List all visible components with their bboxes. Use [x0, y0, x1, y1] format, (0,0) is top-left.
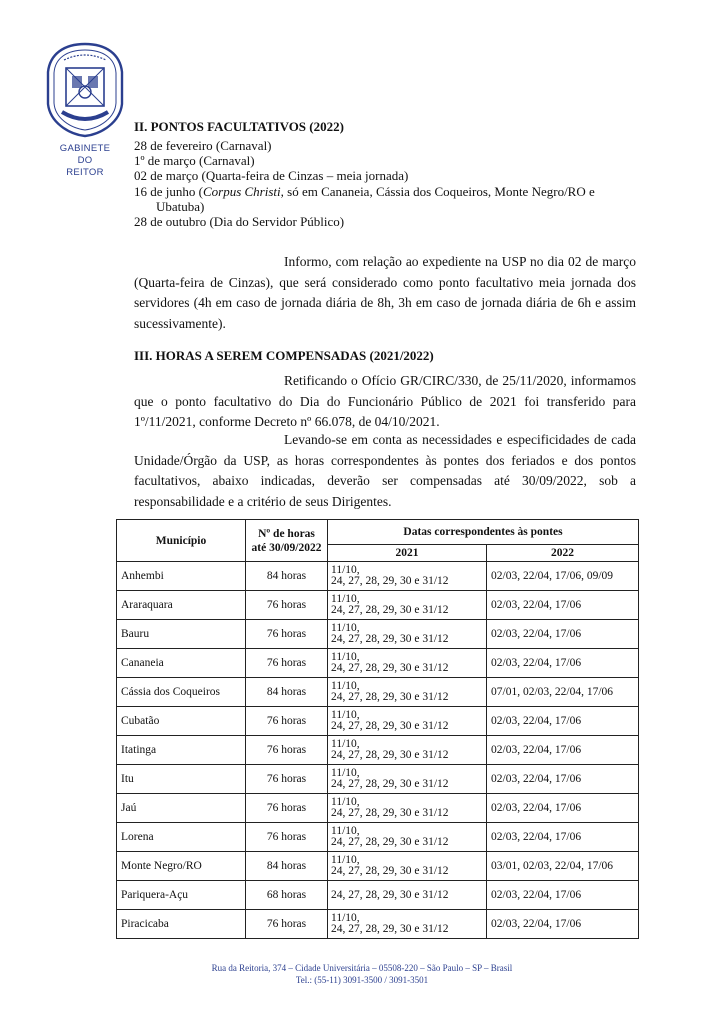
cell-2021-line-2: 24, 27, 28, 29, 30 e 31/12	[331, 662, 449, 674]
cell-2021	[328, 678, 487, 707]
cell-horas: 76 horas	[246, 823, 328, 852]
cell-horas: 76 horas	[246, 794, 328, 823]
section-3-paragraph-1: Retificando o Ofício GR/CIRC/330, de 25/11/2020, informamos que o ponto facultativo do Dia do Funcionário Público de 2021 foi transferido para 1º/11/2021, conforme Decreto nº 66.078, de 04/10/2021.	[134, 373, 636, 429]
header-horas-line-2: até 30/09/2022	[251, 541, 322, 554]
cell-2021	[328, 707, 487, 736]
university-seal-icon	[46, 42, 124, 138]
cell-municipio: Cananeia	[117, 649, 246, 678]
list-item: 1º de março (Carnaval)	[134, 153, 255, 169]
header-horas	[246, 520, 328, 562]
cell-2021-line-2: 24, 27, 28, 29, 30 e 31/12	[331, 807, 449, 819]
list-item-date: 16 de junho (	[134, 183, 203, 199]
cell-2021-line-1: 11/10,	[331, 593, 360, 605]
cell-municipio: Lorena	[117, 823, 246, 852]
section-3-paragraph-2: Levando-se em conta as necessidades e especificidades de cada Unidade/Órgão da USP, as horas correspondentes às pontes dos feriados e dos pontos facultativos, abaixo indicadas, deverão ser compensadas até 30/09/2022, sob a responsabilidade e a critério de seus Dirigentes.	[134, 432, 636, 509]
table-row	[117, 852, 639, 881]
cell-horas: 76 horas	[246, 591, 328, 620]
cell-horas: 76 horas	[246, 910, 328, 939]
cell-2022: 02/03, 22/04, 17/06	[487, 765, 639, 794]
cell-2021	[328, 823, 487, 852]
cell-2021-line-1: 11/10,	[331, 825, 360, 837]
cell-2022: 02/03, 22/04, 17/06	[487, 794, 639, 823]
footer-phone: Tel.: (55-11) 3091-3500 / 3091-3501	[295, 975, 429, 985]
cell-municipio: Itu	[117, 765, 246, 794]
cell-2021-line-2: 24, 27, 28, 29, 30 e 31/12	[331, 749, 449, 761]
section-2-paragraph: Informo, com relação ao expediente na USP no dia 02 de março (Quarta-feira de Cinzas), que será considerado como ponto facultativo meia jornada dos servidores (4h em caso de jornada diária de 8h, 3h em caso de jornada diária de 6h e assim sucessivamente).	[134, 254, 636, 331]
cell-2021-line-2: 24, 27, 28, 29, 30 e 31/12	[331, 865, 449, 877]
cell-2021-line-2: 24, 27, 28, 29, 30 e 31/12	[331, 691, 449, 703]
table-row	[117, 794, 639, 823]
table-row	[117, 765, 639, 794]
cell-horas: 84 horas	[246, 678, 328, 707]
cell-municipio: Jaú	[117, 794, 246, 823]
sidebar-line-2: DO	[77, 155, 93, 166]
cell-2022: 02/03, 22/04, 17/06	[487, 620, 639, 649]
header-2022: 2022	[487, 545, 639, 562]
cell-2022: 03/01, 02/03, 22/04, 17/06	[487, 852, 639, 881]
cell-municipio: Anhembi	[117, 562, 246, 591]
list-item-rest: só em Cananeia, Cássia dos Coqueiros, Monte Negro/RO e	[283, 183, 595, 199]
cell-horas: 76 horas	[246, 765, 328, 794]
cell-municipio: Monte Negro/RO	[117, 852, 246, 881]
table-row	[117, 823, 639, 852]
pontos-facultativos-list	[134, 138, 640, 229]
cell-2021-line-1: 11/10,	[331, 738, 360, 750]
sidebar-line-3: REITOR	[66, 167, 104, 178]
cell-2021-line-1: 11/10,	[331, 709, 360, 721]
cell-2022: 02/03, 22/04, 17/06	[487, 736, 639, 765]
cell-2022: 02/03, 22/04, 17/06	[487, 910, 639, 939]
cell-horas: 76 horas	[246, 620, 328, 649]
cell-2021-line-1: 11/10,	[331, 796, 360, 808]
cell-2021-line-1: 11/10,	[331, 680, 360, 692]
cell-municipio: Araraquara	[117, 591, 246, 620]
cell-2022: 02/03, 22/04, 17/06	[487, 823, 639, 852]
section-3-title: III. HORAS A SEREM COMPENSADAS (2021/2022)	[134, 348, 434, 363]
cell-2021	[328, 591, 487, 620]
cell-municipio: Bauru	[117, 620, 246, 649]
cell-2021-line-1: 11/10,	[331, 767, 360, 779]
cell-horas: 68 horas	[246, 881, 328, 910]
table-row	[117, 910, 639, 939]
cell-2021-line-2: 24, 27, 28, 29, 30 e 31/12	[331, 720, 449, 732]
cell-2021	[328, 562, 487, 591]
list-item	[134, 184, 640, 199]
cell-2021	[328, 794, 487, 823]
cell-2022: 02/03, 22/04, 17/06	[487, 881, 639, 910]
compensation-table	[116, 519, 639, 939]
cell-2021-line-1: 11/10,	[331, 564, 360, 576]
section-2-title: II. PONTOS FACULTATIVOS (2022)	[134, 119, 344, 134]
cell-2021-line-2: 24, 27, 28, 29, 30 e 31/12	[331, 923, 449, 935]
cell-horas: 76 horas	[246, 707, 328, 736]
cell-2021	[328, 736, 487, 765]
table-row	[117, 707, 639, 736]
cell-2021-line-2: 24, 27, 28, 29, 30 e 31/12	[331, 836, 449, 848]
table-row	[117, 591, 639, 620]
table-row	[117, 649, 639, 678]
list-item: 28 de fevereiro (Carnaval)	[134, 138, 272, 153]
cell-2021-line-2: 24, 27, 28, 29, 30 e 31/12	[331, 888, 449, 901]
cell-2021-line-1: 11/10,	[331, 651, 360, 663]
cell-2021-line-1: 11/10,	[331, 622, 360, 634]
cell-municipio: Cubatão	[117, 707, 246, 736]
table-row	[117, 678, 639, 707]
cell-horas: 84 horas	[246, 852, 328, 881]
cell-2022: 02/03, 22/04, 17/06	[487, 707, 639, 736]
table-row	[117, 881, 639, 910]
table-row	[117, 736, 639, 765]
cell-horas: 84 horas	[246, 562, 328, 591]
sidebar-line-1: GABINETE	[59, 143, 111, 154]
cell-2021	[328, 765, 487, 794]
cell-2021	[328, 852, 487, 881]
cell-2021	[328, 881, 487, 910]
list-item-continuation: Ubatuba)	[156, 198, 205, 214]
cell-2021-line-2: 24, 27, 28, 29, 30 e 31/12	[331, 633, 449, 645]
cell-2021	[328, 910, 487, 939]
cell-2021-line-2: 24, 27, 28, 29, 30 e 31/12	[331, 575, 449, 587]
footer	[0, 962, 724, 986]
table-row	[117, 620, 639, 649]
cell-2021	[328, 620, 487, 649]
cell-municipio: Piracicaba	[117, 910, 246, 939]
cell-horas: 76 horas	[246, 736, 328, 765]
list-item: 02 de março (Quarta-feira de Cinzas – meia jornada)	[134, 168, 409, 184]
list-item: 28 de outubro (Dia do Servidor Público)	[134, 214, 345, 230]
cell-municipio: Cássia dos Coqueiros	[117, 678, 246, 707]
cell-2022: 07/01, 02/03, 22/04, 17/06	[487, 678, 639, 707]
cell-2021-line-1: 11/10,	[331, 912, 360, 924]
header-2021: 2021	[328, 545, 487, 562]
cell-horas: 76 horas	[246, 649, 328, 678]
table-row	[117, 562, 639, 591]
footer-address: Rua da Reitoria, 374 – Cidade Universitária – 05508-220 – São Paulo – SP – Brasil	[211, 963, 513, 973]
cell-2021-line-2: 24, 27, 28, 29, 30 e 31/12	[331, 604, 449, 616]
cell-municipio: Itatinga	[117, 736, 246, 765]
header-horas-line-1: Nº de horas	[258, 527, 315, 540]
list-item-emphasis: Corpus Christi,	[202, 183, 284, 199]
cell-municipio: Pariquera-Açu	[117, 881, 246, 910]
cell-2022: 02/03, 22/04, 17/06, 09/09	[487, 562, 639, 591]
header-datas: Datas correspondentes às pontes	[328, 520, 639, 545]
cell-2022: 02/03, 22/04, 17/06	[487, 649, 639, 678]
header-municipio: Município	[117, 520, 246, 562]
cell-2021-line-1: 11/10,	[331, 854, 360, 866]
cell-2021	[328, 649, 487, 678]
cell-2022: 02/03, 22/04, 17/06	[487, 591, 639, 620]
sidebar-label	[56, 143, 114, 179]
cell-2021-line-2: 24, 27, 28, 29, 30 e 31/12	[331, 778, 449, 790]
